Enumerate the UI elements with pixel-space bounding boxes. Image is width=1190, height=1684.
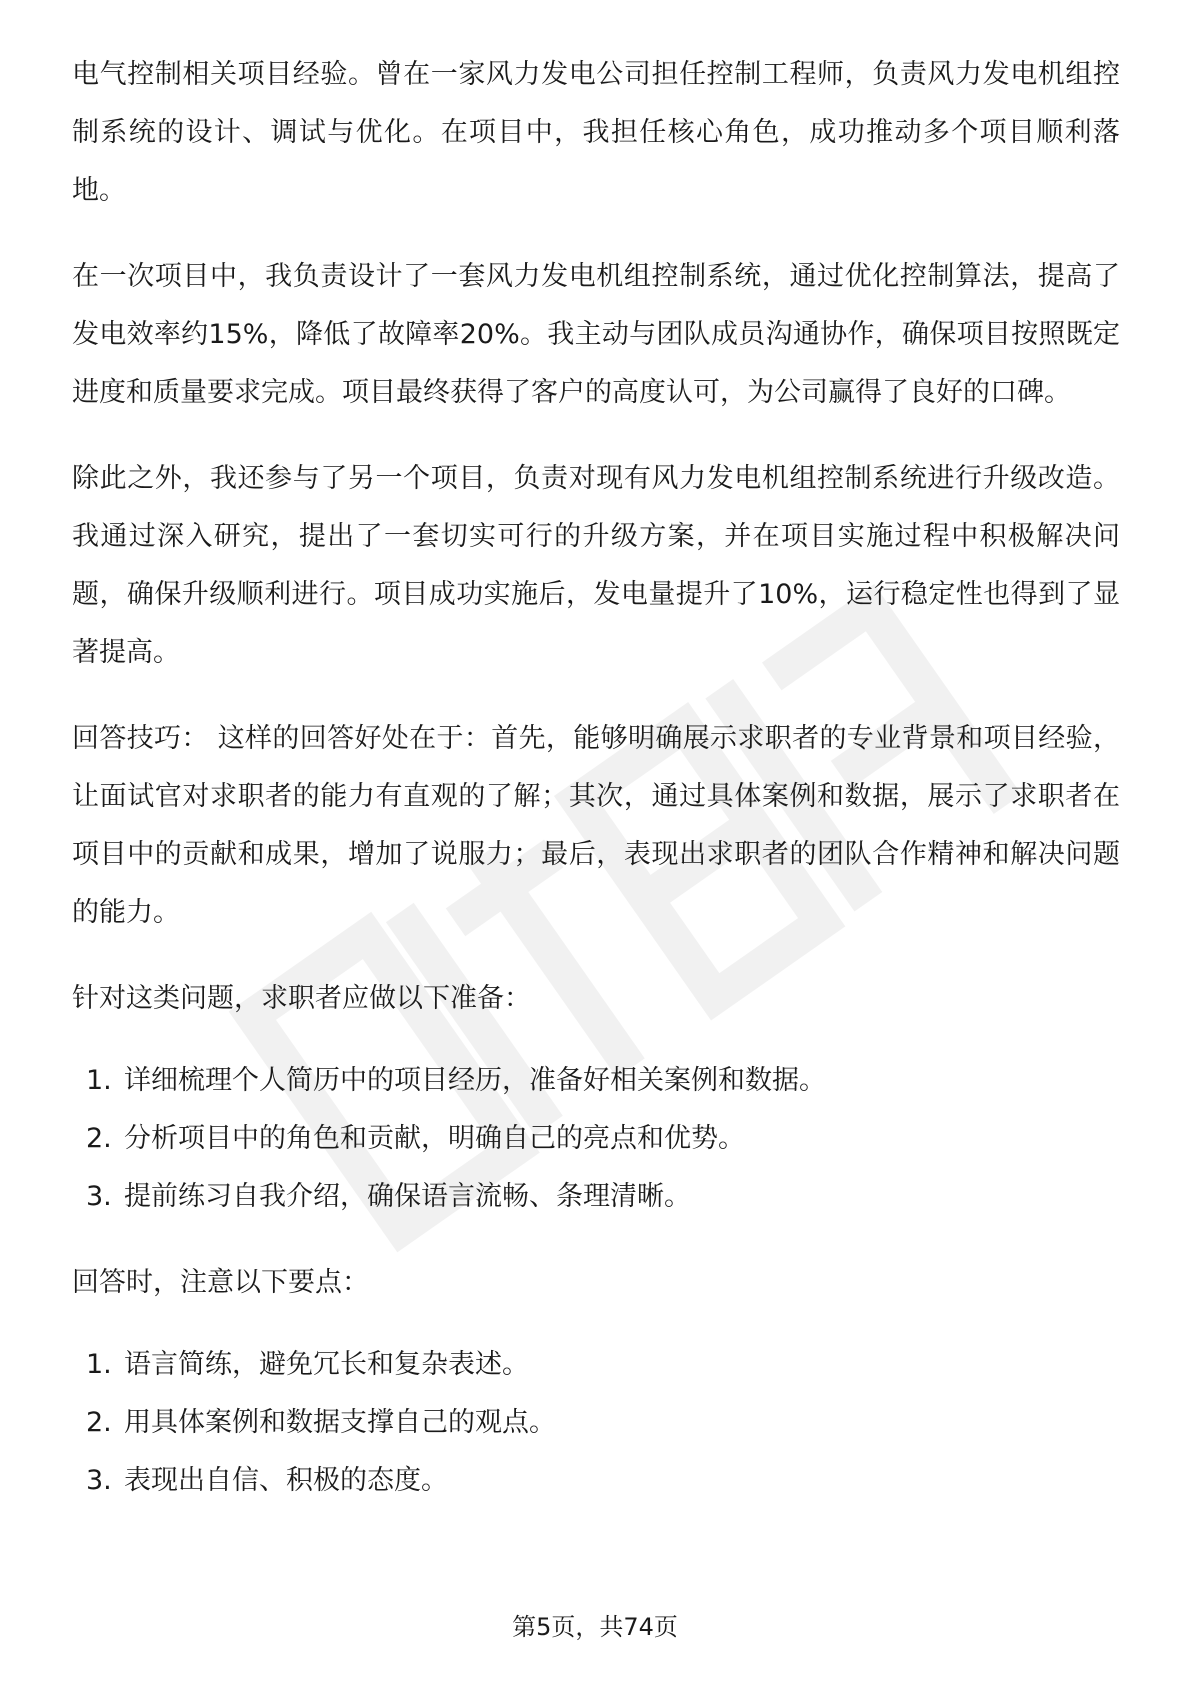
preparation-list (72, 1052, 1120, 1226)
list-item (72, 1452, 1120, 1510)
list-item-number: 1. (86, 1065, 112, 1096)
list-item-number: 3. (86, 1181, 112, 1212)
paragraph-answer-tips: 回答技巧： 这样的回答好处在于：首先，能够明确展示求职者的专业背景和项目经验，让面试官对求职者的能力有直观的了解；其次，通过具体案例和数据，展示了求职者在项目中的贡献和成果，增加了说服力；最后，表现出求职者的团队合作精神和解决问题的能力。 (72, 723, 1120, 928)
answer-points-list (72, 1336, 1120, 1510)
list-item-text: 用具体案例和数据支撑自己的观点。 (124, 1407, 556, 1438)
document-body (72, 46, 1120, 1538)
paragraph-project-one: 在一次项目中，我负责设计了一套风力发电机组控制系统，通过优化控制算法，提高了发电效率约15%，降低了故障率20%。我主动与团队成员沟通协作，确保项目按照既定进度和质量要求完成。项目最终获得了客户的高度认可，为公司赢得了良好的口碑。 (72, 261, 1120, 408)
list-item (72, 1110, 1120, 1168)
list-item (72, 1052, 1120, 1110)
list-item-number: 2. (86, 1123, 112, 1154)
list-item-number: 3. (86, 1465, 112, 1496)
paragraph-experience-intro: 电气控制相关项目经验。曾在一家风力发电公司担任控制工程师，负责风力发电机组控制系统的设计、调试与优化。在项目中，我担任核心角色，成功推动多个项目顺利落地。 (72, 59, 1120, 206)
list-item-text: 表现出自信、积极的态度。 (124, 1465, 448, 1496)
list-item (72, 1168, 1120, 1226)
list-item-text: 语言简练，避免冗长和复杂表述。 (124, 1349, 529, 1380)
list-item (72, 1336, 1120, 1394)
list-item-number: 1. (86, 1349, 112, 1380)
list-item-text: 详细梳理个人简历中的项目经历，准备好相关案例和数据。 (124, 1065, 826, 1096)
paragraph-project-two: 除此之外，我还参与了另一个项目，负责对现有风力发电机组控制系统进行升级改造。我通过深入研究，提出了一套切实可行的升级方案，并在项目实施过程中积极解决问题，确保升级顺利进行。项目成功实施后，发电量提升了10%，运行稳定性也得到了显著提高。 (72, 463, 1120, 668)
page-footer: 第5页，共74页 (512, 1613, 678, 1641)
paragraph-preparation-heading: 针对这类问题，求职者应做以下准备： (72, 983, 531, 1014)
list-item-number: 2. (86, 1407, 112, 1438)
list-item-text: 分析项目中的角色和贡献，明确自己的亮点和优势。 (124, 1123, 745, 1154)
paragraph-answer-points-heading: 回答时，注意以下要点： (72, 1267, 369, 1298)
list-item (72, 1394, 1120, 1452)
list-item-text: 提前练习自我介绍，确保语言流畅、条理清晰。 (124, 1181, 691, 1212)
